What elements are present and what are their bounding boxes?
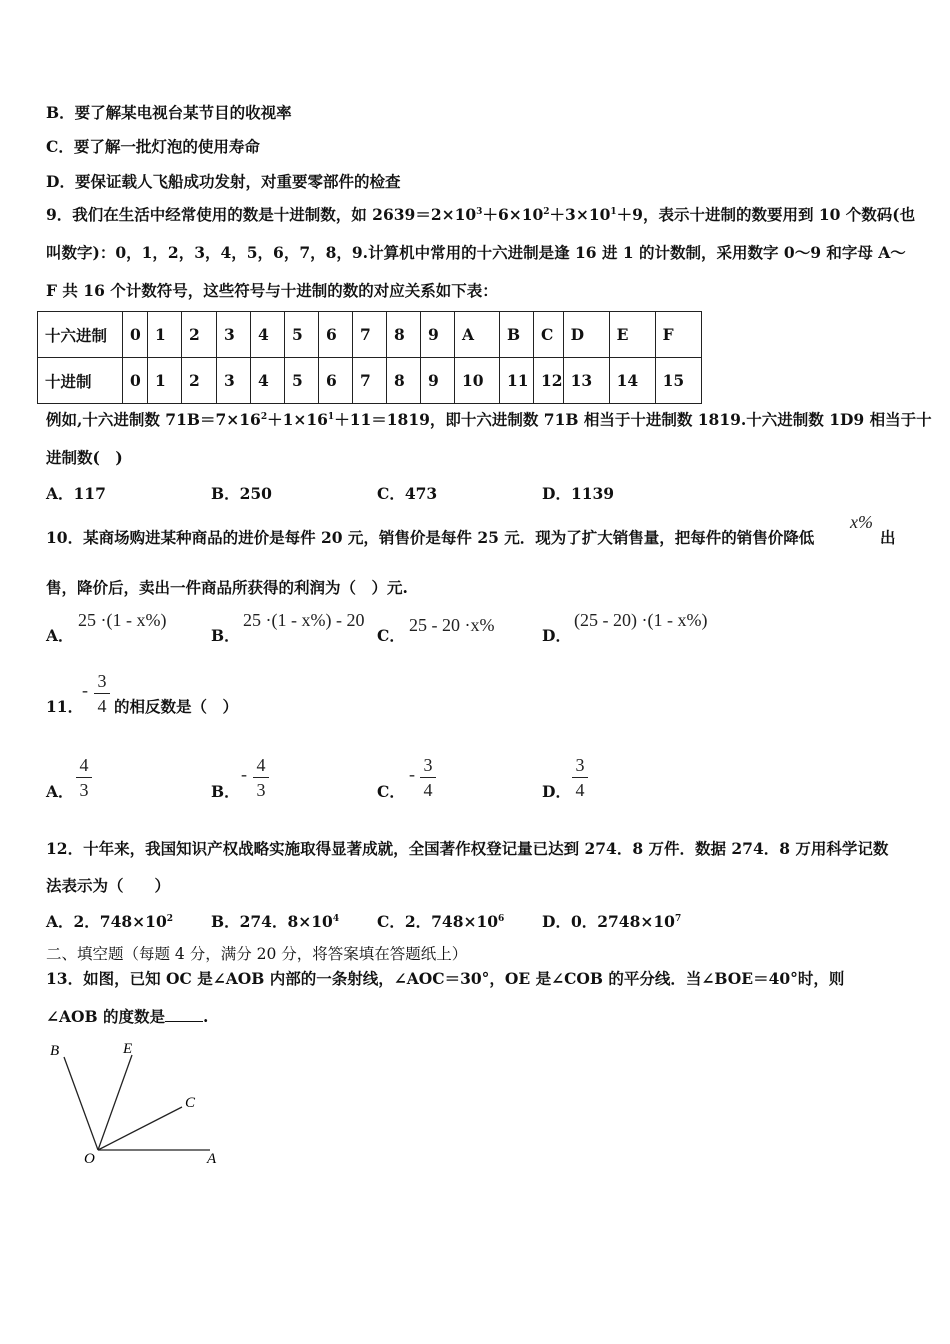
q11-option-c-label: C． [377,782,405,801]
fraction-numerator: 3 [97,671,107,691]
table-cell: 14 [609,358,655,404]
table-cell: 0 [123,312,148,358]
q9-line-3: F 共 16 个计数符号，这些符号与十进制的数的对应关系如下表： [46,281,498,300]
q12-option-b: B．274．$8\times 10^4$ [211,912,340,931]
fraction-denominator: 4 [423,780,433,800]
fraction-denominator: 4 [97,696,107,716]
q9-line-2: 叫数字)：0，1，2，3，4，5，6，7，8，9.计算机中常用的十六进制是逢 16 进 1 的计数制，采用数字 0～9 和字母 A～ [46,243,906,262]
angle-figure [40,1035,240,1170]
q11-number: 11． [46,697,84,716]
q13-line-2: ∠AOB 的度数是 . [46,1007,209,1026]
q9-option-c: C．473 [377,484,438,503]
table-cell: 13 [563,358,609,404]
table-row-hex [38,312,702,358]
q10-option-b-label: B． [211,626,240,645]
answer-blank[interactable] [165,1007,203,1022]
q12-line-1: 12．十年来，我国知识产权战略实施取得显著成就，全国著作权登记量已达到 274．8 万件．数据 274．8 万用科学记数 [46,839,889,858]
q11-option-a-label: A． [46,782,74,801]
q11-option-b-fraction [253,754,269,801]
q9-example-line-2: 进制数( ) [46,448,123,467]
table-cell: 15 [655,358,701,404]
q11-option-c-sign: - [409,764,415,784]
fraction-numerator: 3 [575,755,585,775]
q8-option-d: D．要保证载人飞船成功发射，对重要零部件的检查 [46,172,401,191]
table-cell: 5 [285,358,319,404]
q8-option-b: B．要了解某电视台某节目的收视率 [46,103,292,122]
q8-option-c: C．要了解一批灯泡的使用寿命 [46,137,260,156]
label-e: E [123,1041,133,1057]
table-cell: 4 [251,312,285,358]
q11-option-b-sign: - [241,764,247,784]
q12-option-a: A．2．$748\times 10^2$ [46,912,173,931]
q11-text: 的相反数是（ ） [114,697,239,716]
table-row-label: 十进制 [38,358,123,404]
table-cell: 12 [534,358,564,404]
q10-option-a-label: A． [46,626,74,645]
table-cell: 3 [217,358,251,404]
table-cell: 2 [182,358,217,404]
q10-option-d-expr: (25 - 20) ·(1 - x%) [574,610,708,630]
q11-option-d-fraction [572,754,588,801]
hex-decimal-table [37,311,702,404]
q10-option-c-expr: 25 - 20 ·x% [409,615,495,635]
q11-option-d-label: D． [542,782,571,801]
ray-ob [64,1057,98,1150]
table-cell: 1 [148,312,182,358]
table-cell: 11 [500,358,534,404]
table-cell: D [563,312,609,358]
fraction-numerator: 3 [423,755,433,775]
q13-line-1: 13．如图，已知 OC 是∠AOB 内部的一条射线，∠AOC＝30°，OE 是∠COB 的平分线．当∠BOE＝40°时，则 [46,969,845,988]
table-cell: C [534,312,564,358]
q10-option-d-label: D． [542,626,571,645]
fraction-denominator: 4 [575,780,585,800]
fraction-numerator: 4 [79,755,89,775]
q10-option-b-expr: 25 ·(1 - x%) - 20 [243,610,365,630]
q10-line-1-end: 出 [880,528,896,547]
q9-option-d: D．1139 [542,484,615,503]
table-cell: E [609,312,655,358]
fraction-numerator: 4 [256,755,266,775]
table-row-label: 十六进制 [38,312,123,358]
table-cell: A [455,312,500,358]
table-cell: 4 [251,358,285,404]
q10-x-percent: x% [850,512,873,532]
q11-option-c-fraction [420,754,436,801]
table-cell: 6 [319,358,353,404]
section-heading: 二、填空题（每题 4 分，满分 20 分，将答案填在答题纸上） [46,945,468,963]
q11-negative-sign: - [82,680,88,700]
q12-line-2: 法表示为（ ） [46,876,171,895]
q11-fraction [94,670,110,717]
label-b: B [50,1043,60,1059]
table-cell: F [655,312,701,358]
table-cell: 7 [353,312,387,358]
table-cell: 10 [455,358,500,404]
q11-option-a-fraction [76,754,92,801]
table-cell: 9 [421,312,455,358]
q10-line-2: 售，降价后，卖出一件商品所获得的利润为（ ）元. [46,578,408,597]
label-c: C [185,1095,196,1111]
q9-line-1: 9．我们在生活中经常使用的数是十进制数，如 $2639=2\times 10^3+6\times 10^2+3\times 10^1+9$，表示十进制的数要用到 10 个数码(也 [46,205,916,224]
fraction-denominator: 3 [256,780,266,800]
q12-option-d: D．0．$2748\times 10^7$ [542,912,682,931]
table-cell: 7 [353,358,387,404]
q10-option-a-expr: 25 ·(1 - x%) [78,610,167,630]
table-cell: B [500,312,534,358]
table-cell: 8 [387,312,421,358]
q12-option-c: C．2．$748\times 10^6$ [377,912,505,931]
table-cell: 0 [123,358,148,404]
table-cell: 8 [387,358,421,404]
table-cell: 5 [285,312,319,358]
label-o: O [84,1151,95,1167]
q10-option-c-label: C． [377,626,405,645]
q10-line-1: 10．某商场购进某种商品的进价是每件 20 元，销售价是每件 25 元．现为了扩大销售量，把每件的销售价降低 [46,528,815,547]
table-cell: 3 [217,312,251,358]
table-cell: 9 [421,358,455,404]
table-cell: 1 [148,358,182,404]
q11-option-b-label: B． [211,782,240,801]
table-cell: 2 [182,312,217,358]
table-row-dec [38,358,702,404]
q9-option-b: B．250 [211,484,272,503]
label-a: A [207,1151,217,1167]
fraction-denominator: 3 [79,780,89,800]
q9-example-line-1: 例如,十六进制数 $71B=7\times 16^2+1\times 16^1+11=1819$，即十六进制数 71B 相当于十进制数 1819.十六进制数 1D9 相当于十 [46,410,932,429]
q9-option-a: A．117 [46,484,106,503]
table-cell: 6 [319,312,353,358]
